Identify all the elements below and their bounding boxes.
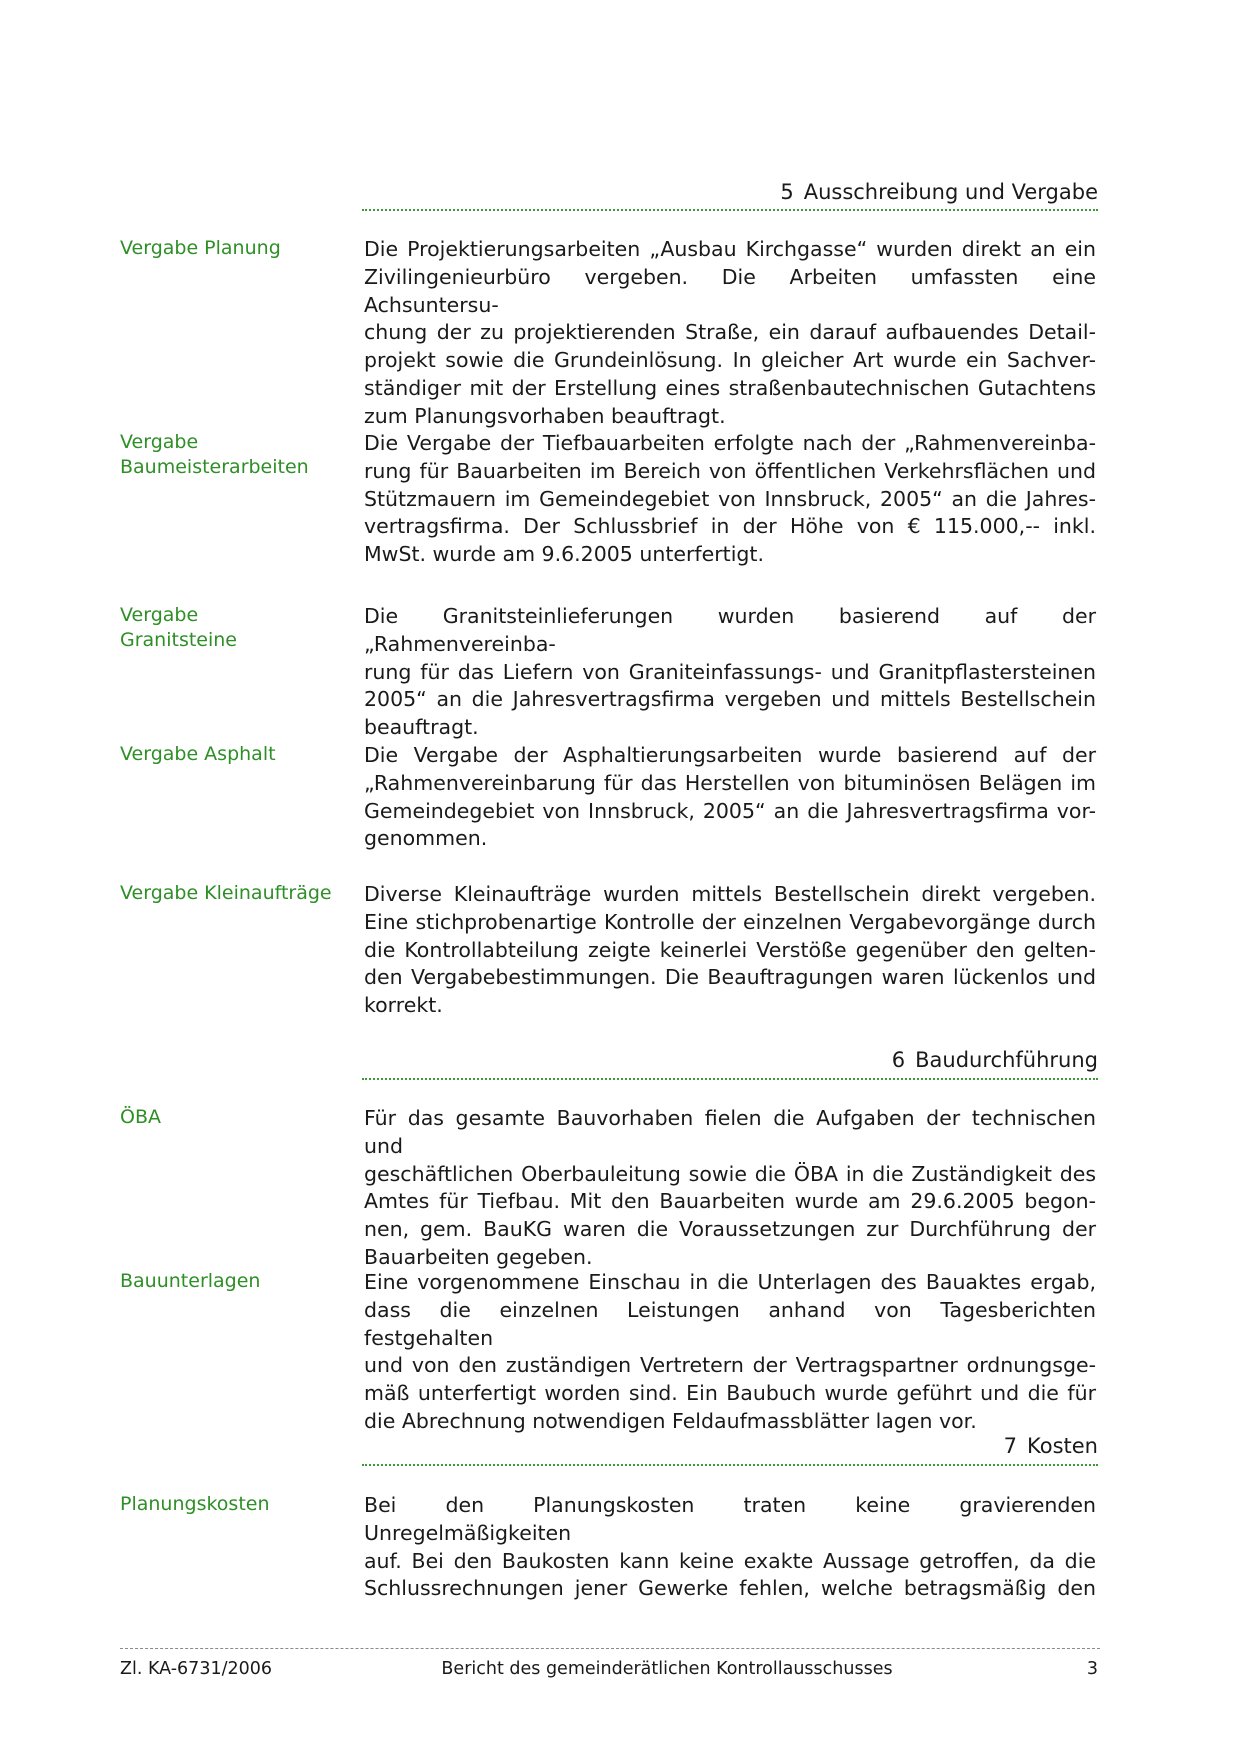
paragraph-vergabe-planung: Die Projektierungsarbeiten „Ausbau Kirchgasse“ wurden direkt an ein Zivilingenieurbüro vergeben. Die Arbeiten umfassten eine Achsuntersu- chung der zu projektierenden Straße, ein darauf aufbauendes Detail- projekt sowie die Grundeinlösung. In gleicher Art wurde ein Sachver- ständiger mit der Erstellung eines straßenbautechnischen Gutachtens zum Planungsvorhaben beauftragt. — [364, 237, 1096, 428]
footer-reference: Zl. KA-6731/2006 — [120, 1659, 273, 1679]
paragraph-vergabe-granitsteine: Die Granitsteinlieferungen wurden basierend auf der „Rahmenvereinba- rung für das Liefern von Graniteinfassungs- und Granitpflastersteinen 2005“ an die Jahresvertragsfirma vergeben und mittels Bestellschein beauftragt. — [364, 604, 1096, 740]
section-number: 5 — [780, 180, 794, 204]
section-heading-5 — [362, 178, 1098, 206]
footer-rule — [120, 1648, 1100, 1649]
section-number: 6 — [891, 1048, 906, 1072]
section-number: 7 — [1003, 1434, 1018, 1458]
paragraph-vergabe-kleinauftraege: Diverse Kleinaufträge wurden mittels Bestellschein direkt vergeben. Eine stichprobenartige Kontrolle der einzelnen Vergabevorgänge durch die Kontrollabteilung zeigte keinerlei Verstöße gegenüber den gelten- den Vergabebestimmungen. Die Beauftragungen waren lückenlos und korrekt. — [364, 882, 1096, 1018]
page-number: 3 — [1086, 1659, 1098, 1679]
section-heading-7 — [362, 1432, 1098, 1460]
margin-label-vergabe-planung: Vergabe Planung — [120, 237, 281, 259]
paragraph-oeba: Für das gesamte Bauvorhaben fielen die Aufgaben der technischen und geschäftlichen Oberbauleitung sowie die ÖBA in die Zuständigkeit des Amtes für Tiefbau. Mit den Bauarbeiten wurde am 29.6.2005 begon- nen, gem. BauKG waren die Voraussetzungen zur Durchführung der Bauarbeiten gegeben. — [364, 1106, 1096, 1269]
margin-label-vergabe-baumeisterarbeiten: Vergabe Baumeisterarbeiten — [120, 431, 309, 478]
section-rule — [362, 209, 1098, 211]
paragraph-planungskosten: Bei den Planungskosten traten keine gravierenden Unregelmäßigkeiten auf. Bei den Baukosten kann keine exakte Aussage getroffen, da die Schlussrechnungen jener Gewerke fehlen, welche betragsmäßig den — [364, 1493, 1096, 1601]
margin-label-planungskosten: Planungskosten — [120, 1493, 270, 1515]
margin-label-oeba: ÖBA — [120, 1106, 161, 1128]
section-title: Baudurchführung — [915, 1048, 1098, 1072]
margin-label-bauunterlagen: Bauunterlagen — [120, 1270, 261, 1292]
section-rule — [362, 1464, 1098, 1466]
paragraph-vergabe-asphalt: Die Vergabe der Asphaltierungsarbeiten wurde basierend auf der „Rahmenvereinbarung für das Herstellen von bituminösen Belägen im Gemeindegebiet von Innsbruck, 2005“ an die Jahresvertragsfirma vor- genommen. — [364, 743, 1096, 851]
margin-label-vergabe-kleinauftraege: Vergabe Kleinaufträge — [120, 882, 332, 904]
section-heading-6 — [362, 1046, 1098, 1074]
section-title: Ausschreibung und Vergabe — [803, 180, 1098, 204]
footer-title: Bericht des gemeinderätlichen Kontrollausschusses — [441, 1659, 893, 1679]
section-title: Kosten — [1027, 1434, 1098, 1458]
margin-label-vergabe-granitsteine: Vergabe Granitsteine — [120, 604, 237, 651]
section-rule — [362, 1078, 1098, 1080]
margin-label-vergabe-asphalt: Vergabe Asphalt — [120, 743, 276, 765]
paragraph-bauunterlagen: Eine vorgenommene Einschau in die Unterlagen des Bauaktes ergab, dass die einzelnen Leistungen anhand von Tagesberichten festgehalten und von den zuständigen Vertretern der Vertragspartner ordnungsge- mäß unterfertigt worden sind. Ein Baubuch wurde geführt und die für die Abrechnung notwendigen Feldaufmassblätter lagen vor. — [364, 1270, 1096, 1433]
paragraph-vergabe-baumeisterarbeiten: Die Vergabe der Tiefbauarbeiten erfolgte nach der „Rahmenvereinba- rung für Bauarbeiten im Bereich von öffentlichen Verkehrsflächen und Stützmauern im Gemeindegebiet von Innsbruck, 2005“ an die Jahres- vertragsfirma. Der Schlussbrief in der Höhe von € 115.000,-- inkl. MwSt. wurde am 9.6.2005 unterfertigt. — [364, 431, 1096, 567]
